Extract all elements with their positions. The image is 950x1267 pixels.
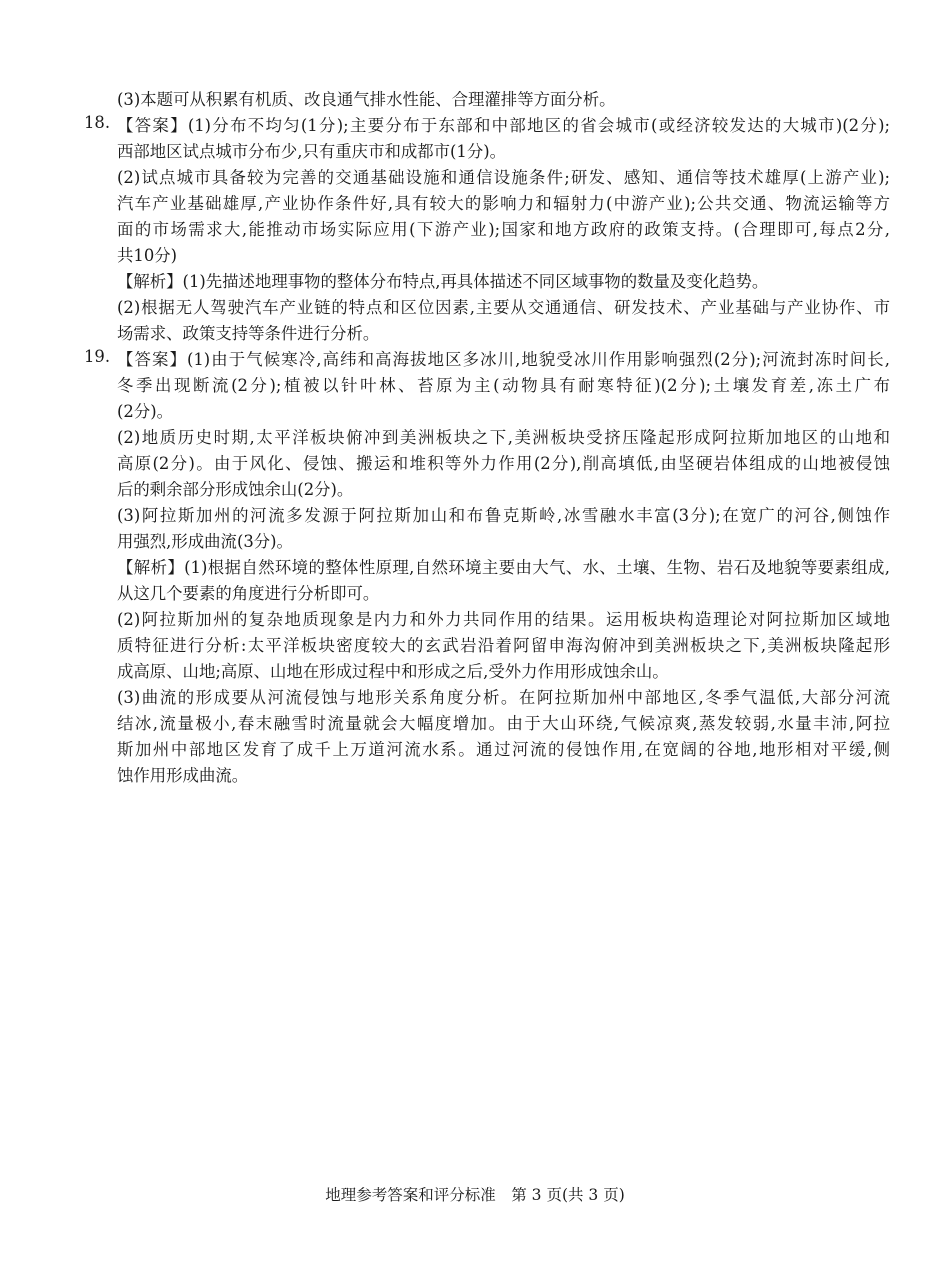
question-item bbox=[84, 113, 890, 165]
text-line: (3)阿拉斯加州的河流多发源于阿拉斯加山和布鲁克斯岭,冰雪融水丰富(3分);在宽广的河谷,侧蚀作 bbox=[117, 506, 890, 525]
text-line: 用强烈,形成曲流(3分)。 bbox=[117, 532, 293, 551]
text-line: 场需求、政策支持等条件进行分析。 bbox=[117, 324, 380, 343]
text-line: (2)根据无人驾驶汽车产业链的特点和区位因素,主要从交通通信、研发技术、产业基础与产业协作、市 bbox=[117, 298, 890, 317]
text-line: 汽车产业基础雄厚,产业协作条件好,具有较大的影响力和辐射力(中游产业);公共交通、物流运输等方 bbox=[117, 194, 890, 213]
text-line: 冬季出现断流(2分);植被以针叶林、苔原为主(动物具有耐寒特征)(2分);土壤发育差,冻土广布 bbox=[117, 376, 890, 395]
question-number: 19. bbox=[84, 347, 111, 366]
text-line: 面的市场需求大,能推动市场实际应用(下游产业);国家和地方政府的政策支持。(合理即可,每点2分, bbox=[117, 220, 890, 239]
answer-paragraph bbox=[117, 607, 890, 685]
text-line: 【解析】(1)先描述地理事物的整体分布特点,再具体描述不同区域事物的数量及变化趋势。 bbox=[117, 272, 769, 291]
text-line: 【答案】(1)由于气候寒冷,高纬和高海拔地区多冰川,地貌受冰川作用影响强烈(2分);河流封冻时间长, bbox=[117, 350, 890, 369]
answer-paragraph bbox=[117, 295, 890, 347]
question-item bbox=[84, 347, 890, 425]
text-line: 【解析】(1)根据自然环境的整体性原理,自然环境主要由大气、水、土壤、生物、岩石及地貌等要素组成, bbox=[117, 558, 890, 577]
text-line: 结冰,流量极小,春末融雪时流量就会大幅度增加。由于大山环绕,气候凉爽,蒸发较弱,水量丰沛,阿拉 bbox=[117, 714, 890, 733]
text-line: (3)曲流的形成要从河流侵蚀与地形关系角度分析。在阿拉斯加州中部地区,冬季气温低,大部分河流 bbox=[117, 688, 890, 707]
answer-paragraph bbox=[117, 685, 890, 789]
answer-paragraph bbox=[117, 269, 890, 295]
answer-paragraph bbox=[117, 87, 890, 113]
text-line: 【答案】(1)分布不均匀(1分);主要分布于东部和中部地区的省会城市(或经济较发达的大城市)(2分); bbox=[117, 116, 890, 135]
page-footer: 地理参考答案和评分标准 第 3 页(共 3 页) bbox=[325, 1186, 625, 1204]
text-line: 斯加州中部地区发育了成千上万道河流水系。通过河流的侵蚀作用,在宽阔的谷地,地形相对平缓,侧 bbox=[117, 740, 890, 759]
answer-paragraph bbox=[117, 503, 890, 555]
text-line: (3)本题可从积累有机质、改良通气排水性能、合理灌排等方面分析。 bbox=[117, 90, 616, 109]
text-line: 高原(2分)。由于风化、侵蚀、搬运和堆积等外力作用(2分),削高填低,由坚硬岩体组成的山地被侵蚀 bbox=[117, 454, 890, 473]
text-line: (2分)。 bbox=[117, 402, 173, 421]
text-line: (2)地质历史时期,太平洋板块俯冲到美洲板块之下,美洲板块受挤压隆起形成阿拉斯加地区的山地和 bbox=[117, 428, 890, 447]
text-line: 共10分) bbox=[117, 246, 178, 265]
text-line: 后的剩余部分形成蚀余山(2分)。 bbox=[117, 480, 354, 499]
answer-content bbox=[84, 87, 890, 789]
text-line: 西部地区试点城市分布少,只有重庆市和成都市(1分)。 bbox=[117, 142, 507, 161]
answer-paragraph bbox=[117, 425, 890, 503]
answer-paragraph bbox=[117, 555, 890, 607]
text-line: 从这几个要素的角度进行分析即可。 bbox=[117, 584, 380, 603]
text-line: 成高原、山地;高原、山地在形成过程中和形成之后,受外力作用形成蚀余山。 bbox=[117, 662, 669, 681]
text-line: (2)阿拉斯加州的复杂地质现象是内力和外力共同作用的结果。运用板块构造理论对阿拉斯加区域地 bbox=[117, 610, 890, 629]
answer-paragraph bbox=[117, 165, 890, 269]
question-number: 18. bbox=[84, 113, 111, 132]
text-line: 质特征进行分析:太平洋板块密度较大的玄武岩沿着阿留申海沟俯冲到美洲板块之下,美洲板块隆起形 bbox=[117, 636, 890, 655]
text-line: 蚀作用形成曲流。 bbox=[117, 766, 249, 785]
text-line: (2)试点城市具备较为完善的交通基础设施和通信设施条件;研发、感知、通信等技术雄厚(上游产业); bbox=[117, 168, 890, 187]
